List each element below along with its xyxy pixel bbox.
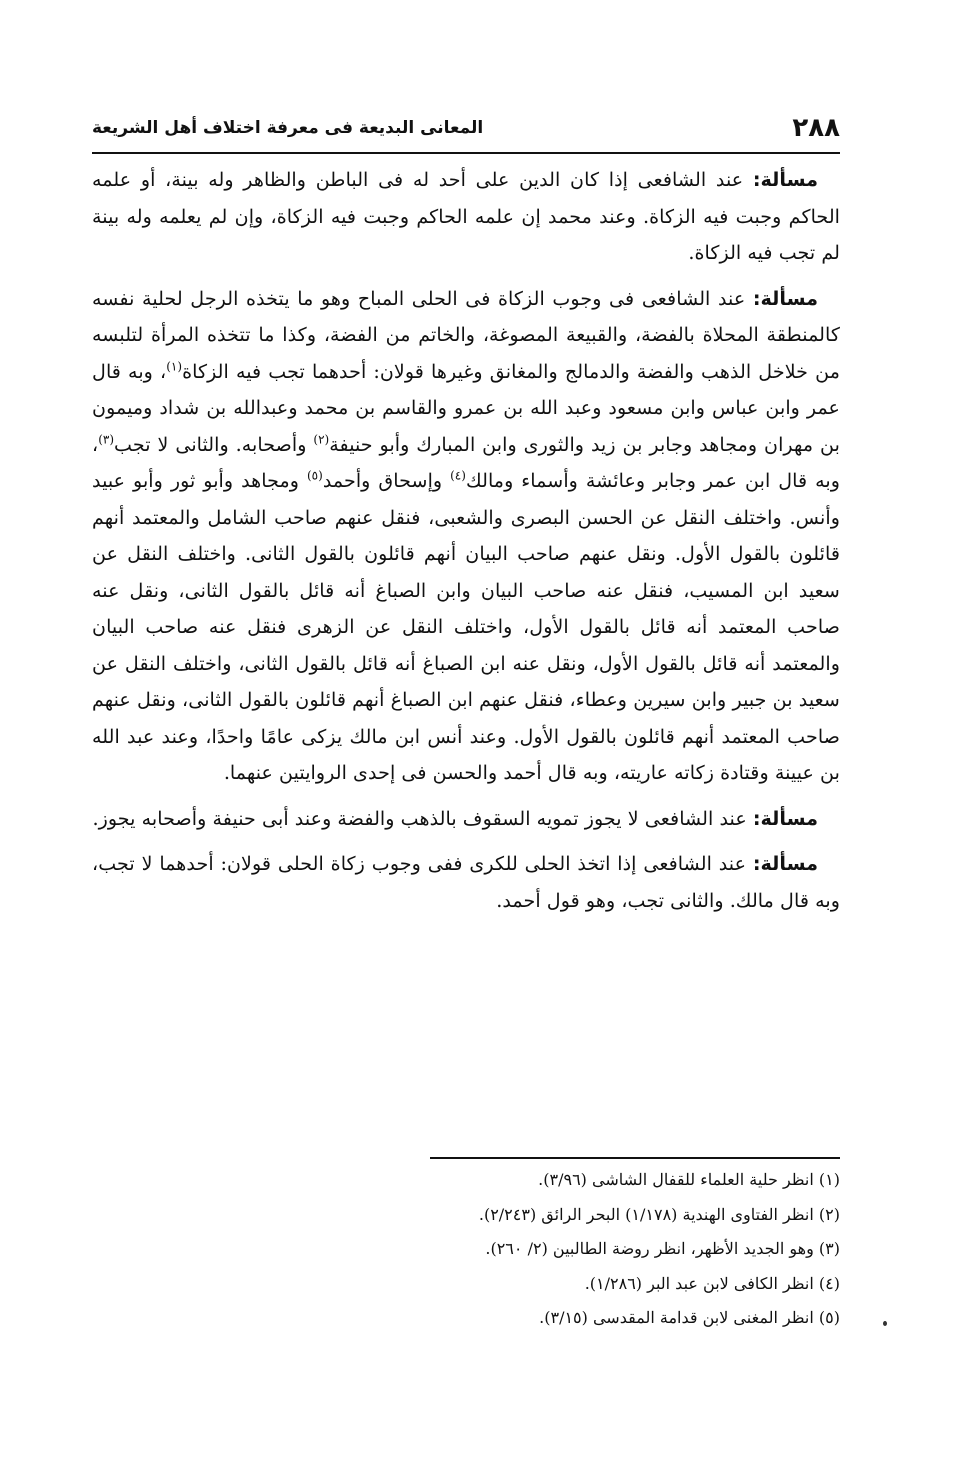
issue-label: مسألة: (752, 286, 818, 310)
issue-text: عند الشافعى إذا كان الدين على أحد له فى الباطن والظاهر وله بينة، أو علمه الحاكم وجبت فيه الزكاة. وعند محمد إن علمه الحاكم وجبت فيه الزكاة، وإن لم يعلمه وله بينة لم تجب فيه الزكاة. (92, 168, 840, 264)
scan-speck (883, 1321, 887, 1326)
issue-label: مسألة: (752, 168, 818, 191)
issue-paragraph (92, 846, 840, 919)
issue-label: مسألة: (752, 806, 818, 830)
footnote-item: (١) انظر حلية العلماء للقفال الشاشى (٣/٩٦). (538, 1170, 840, 1189)
footnote-ref[interactable]: (٣) (98, 432, 115, 447)
footnotes (92, 1163, 840, 1336)
issue-text: ومجاهد وأبو ثور وأبو عبيد وأنس. واختلف النقل عن الحسن البصرى والشعبى، فنقل عنهم صاحب الشامل والمعتمد أنهم قائلون بالقول الأول. ونقل عنهم صاحب البيان أنهم قائلون بالقول الثانى. واختلف النقل عن سعيد ابن المسيب، فنقل عنه صاحب البيان وابن الصباغ أنه قائل بالقول الثانى، ونقل عنه صاحب المعتمد أنه قائل بالقول الأول، واختلف النقل عن الزهرى فنقل عنه صاحب البيان والمعتمد أنه قائل بالقول الأول، ونقل عنه ابن الصباغ أنه قائل بالقول الثانى، واختلف النقل عن سعيد بن جبير وابن سيرين وعطاء، فنقل عنهم ابن الصباغ أنهم قائلون بالقول الثانى، ونقل عنهم صاحب المعتمد أنهم قائلون بالقول الأول. وعند أنس ابن مالك يزكى عامًا واحدًا، وعند عبد الله بن عيينة وقتادة زكاته عاريته، وبه قال أحمد والحسن فى إحدى الروايتين عنهما. (92, 469, 840, 784)
footnote-ref[interactable]: (١) (166, 359, 183, 374)
page-header (92, 110, 840, 146)
main-text (92, 162, 840, 928)
footnote-ref[interactable]: (٤) (450, 468, 466, 483)
footnote-item: (٤) انظر الكافى لابن عبد البر (١/٢٨٦). (584, 1273, 840, 1293)
issue-paragraph (92, 801, 840, 838)
footnote-item: (٥) انظر المغنى لابن قدامة المقدسى (٣/١٥). (539, 1308, 840, 1327)
issue-text: ، وبه قال عمر وابن عباس وابن مسعود وعبد الله بن عمرو والقاسم بن محمد وعبدالله بن شداد وميمون بن مهران ومجاهد وجابر بن زيد والثورى وابن المبارك وأبو حنيفة (92, 359, 840, 456)
footnote-item: (٣) وهو الجديد الأظهر، انظر روضة الطالبين (٢/ ٢٦٠). (485, 1239, 840, 1258)
issue-text: عند الشافعى لا يجوز تمويه السقوف بالذهب والفضة وعند أبى حنيفة وأصحابه يجوز. (92, 806, 747, 830)
issue-text: عند الشافعى فى وجوب الزكاة فى الحلى المباح وهو ما يتخذه الرجل لحلية نفسه كالمنطقة المحلاة بالفضة، والقبيعة المصوغة، والخاتم من الفضة، وكذا ما تتخذه المرأة لتلبسه من خلاخل الذهب والفضة والدمالج والمغانق وغيرها قولان: أحدهما تجب فيه الزكاة (92, 286, 840, 383)
issue-paragraph (92, 281, 840, 792)
page-number: ٢٨٨ (792, 113, 840, 143)
issue-label: مسألة: (752, 852, 818, 875)
issue-text: ، وبه قال ابن عمر وجابر وعائشة وأسماء ومالك (92, 432, 841, 492)
issue-paragraph (92, 162, 840, 272)
issue-text: عند الشافعى إذا اتخذ الحلى للكرى ففى وجوب زكاة الحلى قولان: أحدهما لا تجب، وبه قال مالك. والثانى تجب، وهو قول أحمد. (92, 852, 840, 912)
header-divider (92, 152, 840, 154)
issue-text: وإسحاق وأحمد (322, 469, 451, 492)
footnote-divider (430, 1157, 840, 1159)
footnote-ref[interactable]: (٢) (313, 432, 330, 447)
footnote-ref[interactable]: (٥) (306, 468, 323, 483)
footnote-item: (٢) انظر الفتاوى الهندية (١/١٧٨) البحر الرائق (٢/٢٤٣). (478, 1204, 840, 1224)
running-title: المعانى البديعة فى معرفة اختلاف أهل الشريعة (92, 118, 484, 138)
issue-text: وأصحابه. والثانى لا تجب (114, 432, 314, 456)
